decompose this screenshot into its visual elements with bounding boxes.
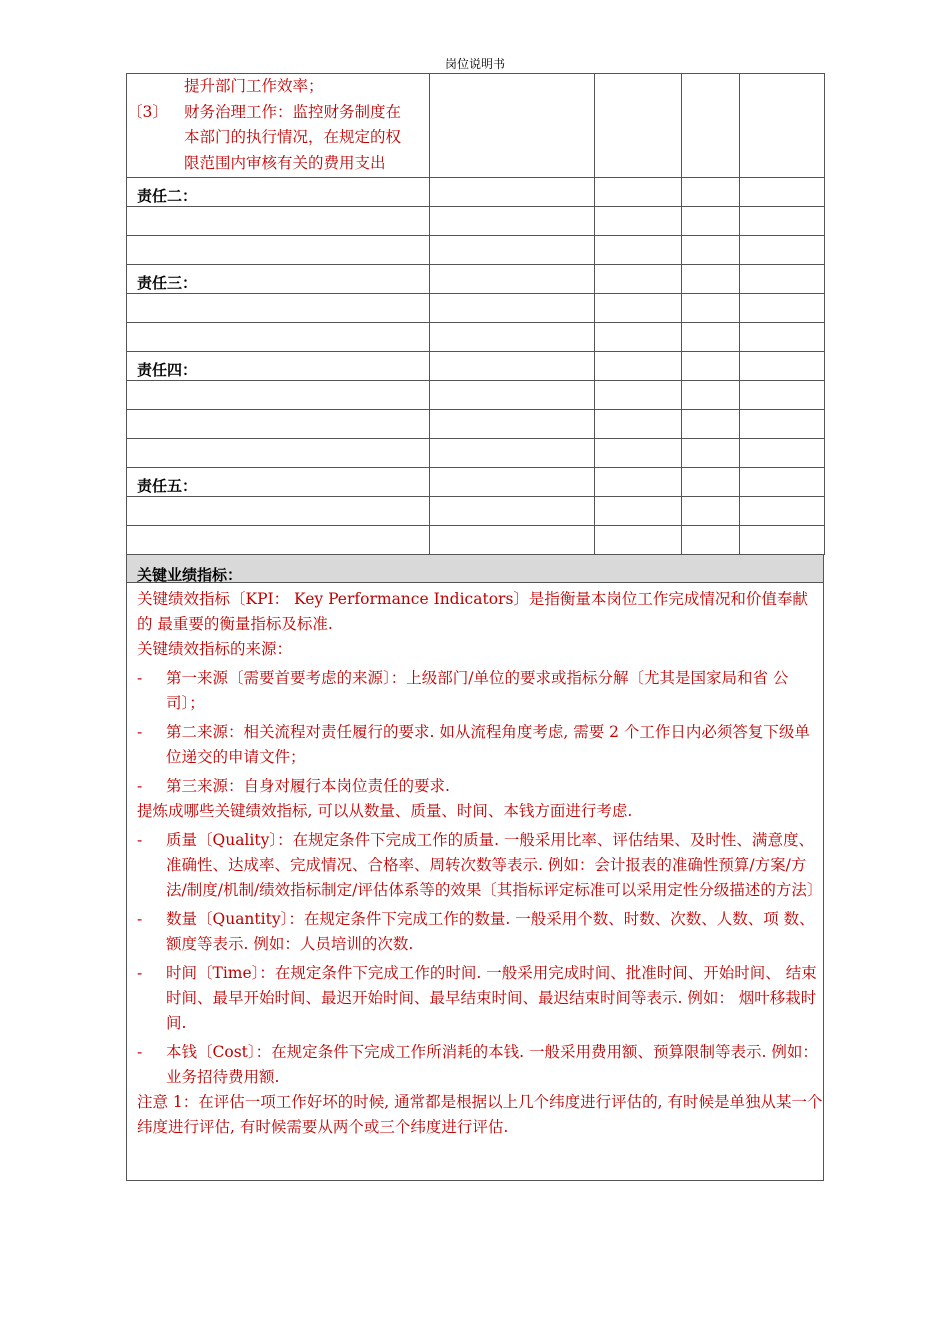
table-cell[interactable]	[682, 207, 740, 236]
table-cell[interactable]	[595, 468, 682, 497]
duty-label-cell	[127, 352, 430, 381]
table-cell[interactable]	[682, 294, 740, 323]
table-cell[interactable]	[740, 468, 825, 497]
kpi-sources-title: 关键绩效指标的来源：	[137, 640, 293, 658]
job-description-form	[126, 73, 824, 1181]
table-cell[interactable]	[430, 207, 595, 236]
table-cell[interactable]	[740, 410, 825, 439]
blank-row	[127, 294, 825, 323]
blank-row	[127, 410, 825, 439]
table-cell[interactable]	[430, 381, 595, 410]
duty-item-3	[127, 100, 429, 126]
table-cell[interactable]	[740, 381, 825, 410]
table-cell[interactable]	[430, 74, 595, 178]
table-cell[interactable]	[595, 323, 682, 352]
table-cell[interactable]	[595, 265, 682, 294]
bullet-dash: -	[137, 910, 143, 928]
list-item-text: 数量〔Quantity〕：在规定条件下完成工作的数量. 一般采用个数、时数、次数、人数、项 数、额度等表示. 例如：人员培训的次数.	[166, 910, 815, 953]
table-cell[interactable]	[127, 526, 430, 555]
blank-row	[127, 323, 825, 352]
duty-header-row	[127, 468, 825, 497]
table-cell[interactable]	[430, 439, 595, 468]
kpi-section-body	[126, 583, 824, 1181]
table-cell[interactable]	[595, 410, 682, 439]
table-cell[interactable]	[682, 497, 740, 526]
list-item	[137, 720, 823, 770]
table-cell[interactable]	[430, 410, 595, 439]
duty-label-cell	[127, 178, 430, 207]
kpi-note: 注意 1：在评估一项工作好坏的时候, 通常都是根据以上几个纬度进行评估的, 有时候是单独从某一个纬度进行评估, 有时候需要从两个或三个纬度进行评估.	[137, 1093, 823, 1136]
duty-one-continued-row	[127, 74, 825, 178]
duty-header-row	[127, 352, 825, 381]
bullet-dash: -	[137, 1043, 143, 1061]
duty-label: 责任三：	[137, 274, 198, 292]
blank-row	[127, 207, 825, 236]
table-cell[interactable]	[430, 265, 595, 294]
duty-header-row	[127, 265, 825, 294]
table-cell[interactable]	[740, 74, 825, 178]
bullet-dash: -	[137, 723, 143, 741]
table-cell[interactable]	[740, 526, 825, 555]
table-cell[interactable]	[682, 265, 740, 294]
table-cell[interactable]	[740, 497, 825, 526]
table-cell[interactable]	[682, 352, 740, 381]
table-cell[interactable]	[430, 178, 595, 207]
table-cell[interactable]	[127, 439, 430, 468]
table-cell[interactable]	[740, 207, 825, 236]
duty-line: 限范围内审核有关的费用支出	[184, 153, 386, 172]
duty-one-detail	[127, 74, 430, 178]
item-number: 〔3〕	[127, 102, 168, 121]
bullet-dash: -	[137, 669, 143, 687]
table-cell[interactable]	[430, 236, 595, 265]
table-cell[interactable]	[127, 323, 430, 352]
blank-row	[127, 497, 825, 526]
duty-label-cell	[127, 468, 430, 497]
list-item	[137, 1040, 823, 1090]
kpi-sources-list	[137, 666, 823, 799]
list-item-text: 第一来源〔需要首要考虑的来源〕：上级部门/单位的要求或指标分解〔尤其是国家局和省 公司〕；	[166, 669, 789, 712]
bullet-dash: -	[137, 964, 143, 982]
table-cell[interactable]	[682, 381, 740, 410]
list-item-text: 第三来源：自身对履行本岗位责任的要求.	[166, 777, 450, 795]
table-cell[interactable]	[127, 410, 430, 439]
list-item	[137, 774, 823, 799]
table-cell[interactable]	[595, 439, 682, 468]
table-cell[interactable]	[682, 410, 740, 439]
table-cell[interactable]	[682, 236, 740, 265]
kpi-section-title: 关键业绩指标：	[126, 555, 824, 583]
list-item-text: 时间〔Time〕：在规定条件下完成工作的时间. 一般采用完成时间、批准时间、开始时间、 结束时间、最早开始时间、最迟开始时间、最早结束时间、最迟结束时间等表示. 例如： 烟叶移栽时间.	[166, 964, 817, 1032]
table-cell[interactable]	[595, 74, 682, 178]
table-cell[interactable]	[740, 323, 825, 352]
table-cell[interactable]	[595, 207, 682, 236]
kpi-dims-list	[137, 828, 823, 1090]
table-cell[interactable]	[430, 468, 595, 497]
blank-row	[127, 381, 825, 410]
blank-row	[127, 526, 825, 555]
table-cell[interactable]	[740, 439, 825, 468]
table-cell[interactable]	[430, 352, 595, 381]
table-cell[interactable]	[682, 526, 740, 555]
table-cell[interactable]	[595, 352, 682, 381]
duty-line: 本部门的执行情况，在规定的权	[184, 128, 402, 146]
table-cell[interactable]	[595, 497, 682, 526]
table-cell[interactable]	[127, 294, 430, 323]
kpi-intro: 关键绩效指标〔KPI： Key Performance Indicators〕是指衡量本岗位工作完成情况和价值奉献的 最重要的衡量指标及标准.	[137, 590, 808, 633]
table-cell[interactable]	[682, 468, 740, 497]
list-item	[137, 828, 823, 903]
duty-label: 责任二：	[137, 187, 198, 205]
table-cell[interactable]	[595, 294, 682, 323]
duty-label: 责任五：	[137, 477, 198, 495]
table-cell[interactable]	[740, 265, 825, 294]
table-cell[interactable]	[127, 497, 430, 526]
list-item-text: 质量〔Quality〕：在规定条件下完成工作的质量. 一般采用比率、评估结果、及时性、满意度、准确性、达成率、完成情况、合格率、周转次数等表示. 例如：会计报表的准确性预算/方案/方法/制度/机制/绩效指标制定/评估体系等的效果〔其指标评定标准可以采用定性分级描述的方法〕	[166, 831, 823, 899]
table-cell[interactable]	[127, 381, 430, 410]
duty-line: 财务治理工作：监控财务制度在	[184, 102, 402, 121]
list-item	[137, 666, 823, 716]
bullet-dash: -	[137, 831, 143, 849]
table-cell[interactable]	[740, 352, 825, 381]
table-cell[interactable]	[595, 526, 682, 555]
duty-line: 提升部门工作效率；	[184, 77, 324, 95]
table-cell[interactable]	[595, 178, 682, 207]
duties-table	[126, 73, 825, 555]
table-cell[interactable]	[127, 207, 430, 236]
table-cell[interactable]	[430, 323, 595, 352]
table-cell[interactable]	[740, 294, 825, 323]
table-cell[interactable]	[682, 323, 740, 352]
blank-row	[127, 236, 825, 265]
table-cell[interactable]	[430, 294, 595, 323]
list-item	[137, 961, 823, 1036]
kpi-dims-title: 提炼成哪些关键绩效指标, 可以从数量、质量、时间、本钱方面进行考虑.	[137, 802, 633, 820]
bullet-dash: -	[137, 777, 143, 795]
list-item-text: 第二来源：相关流程对责任履行的要求. 如从流程角度考虑, 需要 2 个工作日内必须答复下级单位递交的申请文件；	[166, 723, 810, 766]
table-cell[interactable]	[595, 381, 682, 410]
table-cell[interactable]	[127, 236, 430, 265]
table-cell[interactable]	[430, 497, 595, 526]
table-cell[interactable]	[682, 178, 740, 207]
list-item-text: 本钱〔Cost〕：在规定条件下完成工作所消耗的本钱. 一般采用费用额、预算限制等表示. 例如：业务招待费用额.	[166, 1043, 818, 1086]
list-item	[137, 907, 823, 957]
table-cell[interactable]	[740, 236, 825, 265]
page-header: 岗位说明书	[444, 57, 505, 71]
table-cell[interactable]	[430, 526, 595, 555]
table-cell[interactable]	[682, 439, 740, 468]
table-cell[interactable]	[595, 236, 682, 265]
table-cell[interactable]	[682, 74, 740, 178]
duty-label: 责任四：	[137, 361, 198, 379]
table-cell[interactable]	[740, 178, 825, 207]
duty-header-row	[127, 178, 825, 207]
blank-row	[127, 439, 825, 468]
duty-label-cell	[127, 265, 430, 294]
